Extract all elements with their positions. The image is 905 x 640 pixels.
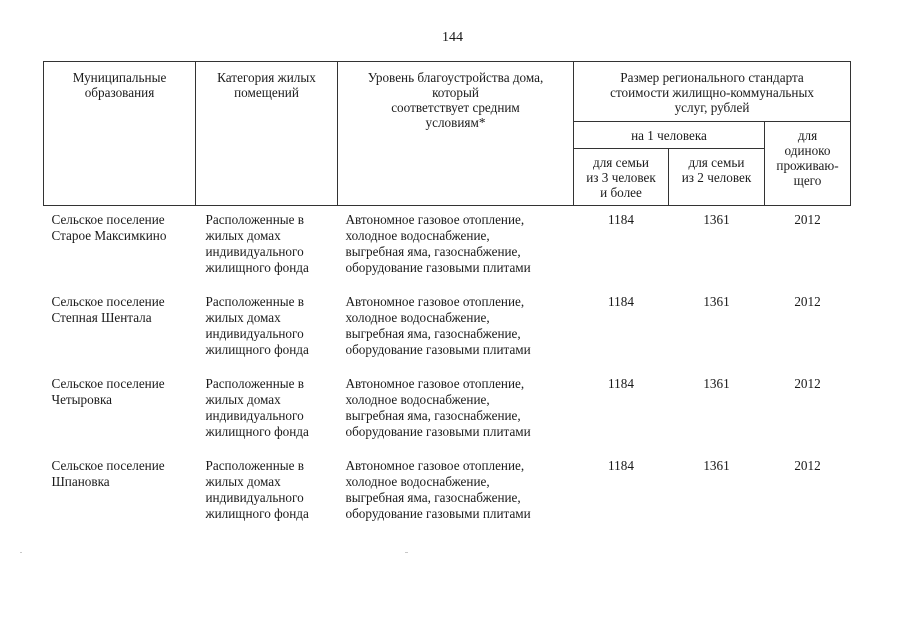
family-2-cost-cell: 1361 — [703, 294, 730, 309]
single-cost-cell: 2012 — [794, 294, 821, 309]
single-cost-cell: 2012 — [794, 458, 821, 473]
family-2-cost-cell: 1361 — [703, 458, 730, 473]
table-row — [44, 294, 851, 376]
header-municipality: Муниципальные образования — [44, 62, 196, 206]
header-regional-standard: Размер регионального стандарта стоимости жилищно-коммунальных услуг, рублей — [574, 62, 851, 122]
header-single-resident: для одиноко проживаю- щего — [765, 122, 851, 206]
table-row — [44, 458, 851, 540]
scan-mark — [405, 552, 408, 553]
category-cell: Расположенные в жилых домах индивидуального жилищного фонда — [205, 294, 309, 357]
municipality-cell: Сельское поселение Степная Шентала — [51, 294, 165, 325]
table-header — [44, 62, 851, 206]
category-cell: Расположенные в жилых домах индивидуального жилищного фонда — [205, 212, 309, 275]
family-2-cost-cell: 1361 — [703, 212, 730, 227]
header-per-person: на 1 человека — [574, 122, 765, 149]
family-3-cost-cell: 1184 — [608, 376, 634, 391]
table-row — [44, 206, 851, 295]
header-amenity-level: Уровень благоустройства дома, который соответствует средним условиям* — [338, 62, 574, 206]
single-cost-cell: 2012 — [794, 376, 821, 391]
single-cost-cell: 2012 — [794, 212, 821, 227]
municipality-cell: Сельское поселение Старое Максимкино — [51, 212, 167, 243]
page-number: 144 — [442, 30, 463, 45]
category-cell: Расположенные в жилых домах индивидуального жилищного фонда — [205, 458, 309, 521]
amenity-cell: Автономное газовое отопление, холодное водоснабжение, выгребная яма, газоснабжение, оборудование газовыми плитами — [345, 294, 531, 357]
family-3-cost-cell: 1184 — [608, 458, 634, 473]
scan-mark — [20, 552, 22, 553]
table-body — [44, 206, 851, 541]
family-3-cost-cell: 1184 — [608, 294, 634, 309]
family-3-cost-cell: 1184 — [608, 212, 634, 227]
category-cell: Расположенные в жилых домах индивидуального жилищного фонда — [205, 376, 309, 439]
header-family-2: для семьи из 2 человек — [669, 149, 765, 206]
municipality-cell: Сельское поселение Шпановка — [51, 458, 165, 489]
amenity-cell: Автономное газовое отопление, холодное водоснабжение, выгребная яма, газоснабжение, оборудование газовыми плитами — [345, 376, 531, 439]
table-row — [44, 376, 851, 458]
family-2-cost-cell: 1361 — [703, 376, 730, 391]
municipality-cell: Сельское поселение Четыровка — [51, 376, 165, 407]
amenity-cell: Автономное газовое отопление, холодное водоснабжение, выгребная яма, газоснабжение, оборудование газовыми плитами — [345, 458, 531, 521]
header-family-3: для семьи из 3 человек и более — [574, 149, 669, 206]
amenity-cell: Автономное газовое отопление, холодное водоснабжение, выгребная яма, газоснабжение, оборудование газовыми плитами — [345, 212, 531, 275]
header-category: Категория жилых помещений — [196, 62, 338, 206]
housing-standard-table — [43, 61, 851, 540]
